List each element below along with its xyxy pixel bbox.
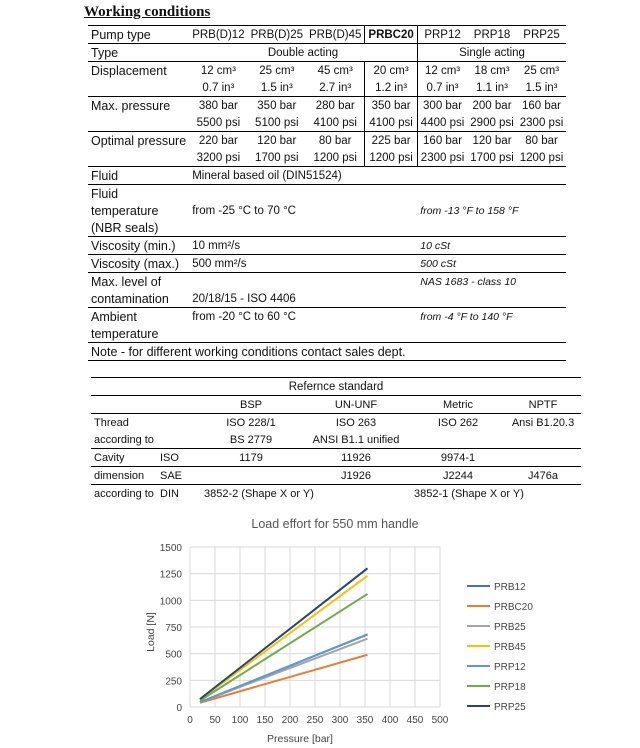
max-pressure-cell: 2900 psi bbox=[467, 114, 516, 132]
visc-max-right: 500 cSt bbox=[417, 255, 566, 273]
empty-cell bbox=[88, 79, 189, 97]
max-pressure-cell: 5100 psi bbox=[248, 114, 306, 132]
y-tick-label: 0 bbox=[176, 703, 182, 714]
pump-header: PRP18 bbox=[467, 26, 516, 44]
max-pressure-cell: 4400 psi bbox=[417, 114, 467, 132]
thread-cell: Ansi B1.20.3 bbox=[511, 416, 575, 429]
optimal-pressure-cell: 220 bar bbox=[198, 134, 238, 147]
displacement-cell: 12 cm³ bbox=[200, 64, 236, 77]
max-pressure-cell: 5500 psi bbox=[189, 114, 247, 132]
thread-cell: BS 2779 bbox=[201, 431, 301, 449]
series-line bbox=[200, 634, 368, 702]
max-pressure-cell: 4100 psi bbox=[365, 114, 417, 132]
y-tick-label: 1500 bbox=[159, 543, 182, 554]
y-axis-label: Load [N] bbox=[145, 612, 157, 652]
visc-min-left: 10 mm²/s bbox=[189, 237, 417, 255]
type-double: Double acting bbox=[189, 44, 417, 62]
max-pressure-cell: 4100 psi bbox=[306, 114, 365, 132]
displacement-cell: 25 cm³ bbox=[523, 64, 560, 77]
thread-cell: ANSI B1.1 unified bbox=[301, 431, 411, 449]
optimal-pressure-cell: 120 bar bbox=[472, 134, 512, 147]
chart-title: Load effort for 550 mm handle bbox=[251, 517, 419, 531]
thread-cell bbox=[505, 431, 581, 449]
pump-header: PRB(D)45 bbox=[306, 26, 365, 44]
max-pressure-cell: 200 bar bbox=[472, 99, 512, 112]
cavity-label: Cavity bbox=[91, 449, 157, 467]
fluid-temp-label: temperature bbox=[91, 203, 159, 218]
optimal-pressure-cell: 80 bar bbox=[318, 134, 352, 147]
legend-label: PRP25 bbox=[494, 702, 526, 713]
x-tick-label: 500 bbox=[431, 715, 449, 726]
din-left: 3852-2 (Shape X or Y) bbox=[204, 487, 314, 500]
empty-cell bbox=[157, 431, 201, 449]
ref-col-header: Metric bbox=[411, 396, 505, 414]
iso-cell bbox=[505, 449, 581, 467]
optimal-pressure-cell: 1200 psi bbox=[365, 149, 417, 167]
load-effort-chart bbox=[140, 512, 580, 744]
visc-max-label: Viscosity (max.) bbox=[88, 255, 189, 273]
pump-type-label: Pump type bbox=[88, 26, 189, 44]
pump-header: PRP25 bbox=[517, 26, 566, 44]
iso-cell: 11926 bbox=[301, 449, 411, 467]
ambient-label: Ambient bbox=[91, 309, 137, 324]
iso-label: ISO bbox=[157, 449, 201, 467]
din-right: 3852-1 (Shape X or Y) bbox=[414, 487, 524, 500]
max-pressure-cell: 300 bar bbox=[423, 99, 463, 112]
legend-label: PRP18 bbox=[494, 682, 526, 693]
type-single: Single acting bbox=[417, 44, 566, 62]
reference-standard-table bbox=[91, 377, 581, 502]
ambient-label: temperature bbox=[88, 325, 189, 343]
displacement-label: Displacement bbox=[91, 63, 167, 78]
displacement-cell: 2.7 in³ bbox=[306, 79, 365, 97]
x-tick-label: 100 bbox=[231, 715, 249, 726]
legend-label: PRP12 bbox=[494, 662, 526, 673]
empty-cell bbox=[189, 325, 566, 343]
sae-cell: J1926 bbox=[301, 467, 411, 485]
fluid-temp-label: Fluid bbox=[91, 186, 119, 201]
empty-cell bbox=[189, 273, 417, 291]
fluid-label: Fluid bbox=[88, 167, 189, 185]
empty-cell bbox=[88, 114, 189, 132]
series-line bbox=[200, 576, 368, 700]
x-tick-label: 400 bbox=[381, 715, 399, 726]
y-tick-label: 750 bbox=[165, 623, 182, 634]
displacement-cell: 1.5 in³ bbox=[517, 79, 566, 97]
contam-left: 20/18/15 - ISO 4406 bbox=[189, 290, 417, 308]
sae-label: SAE bbox=[157, 467, 201, 485]
pump-header: PRB(D)12 bbox=[189, 26, 247, 44]
cavity-label: according to bbox=[94, 487, 154, 500]
displacement-cell: 25 cm³ bbox=[259, 64, 295, 77]
optimal-pressure-label: Optimal pressure bbox=[91, 133, 187, 148]
visc-max-left: 500 mm²/s bbox=[189, 255, 417, 273]
displacement-cell: 0.7 in³ bbox=[189, 79, 247, 97]
visc-min-right: 10 cSt bbox=[417, 237, 566, 255]
displacement-cell: 12 cm³ bbox=[424, 64, 461, 77]
optimal-pressure-cell: 1200 psi bbox=[517, 149, 566, 167]
x-tick-label: 200 bbox=[281, 715, 299, 726]
ref-col-header: BSP bbox=[201, 396, 301, 414]
legend-label: PRB25 bbox=[494, 622, 526, 633]
x-tick-label: 250 bbox=[306, 715, 324, 726]
displacement-cell: 18 cm³ bbox=[474, 64, 510, 77]
y-tick-label: 1000 bbox=[159, 596, 182, 608]
empty-cell bbox=[88, 149, 189, 167]
note: Note - for different working conditions contact sales dept. bbox=[88, 343, 566, 361]
empty-cell bbox=[91, 396, 157, 414]
optimal-pressure-cell: 2300 psi bbox=[417, 149, 467, 167]
optimal-pressure-cell: 1200 psi bbox=[306, 149, 365, 167]
visc-min-label: Viscosity (min.) bbox=[88, 237, 189, 255]
type-label: Type bbox=[88, 44, 189, 62]
y-tick-label: 500 bbox=[165, 649, 182, 661]
optimal-pressure-cell: 3200 psi bbox=[189, 149, 247, 167]
max-pressure-cell: 280 bar bbox=[315, 99, 355, 112]
cavity-label: dimension bbox=[91, 467, 157, 485]
legend-label: PRB45 bbox=[494, 642, 526, 653]
empty-cell bbox=[189, 219, 566, 237]
max-pressure-cell: 380 bar bbox=[198, 99, 238, 112]
fluid-temp-label: (NBR seals) bbox=[88, 219, 189, 237]
y-tick-label: 250 bbox=[165, 676, 182, 688]
max-pressure-cell: 350 bar bbox=[365, 97, 417, 115]
x-tick-label: 0 bbox=[187, 715, 193, 726]
pump-header: PRP12 bbox=[417, 26, 467, 44]
displacement-cell: 1.5 in³ bbox=[248, 79, 306, 97]
din-label: DIN bbox=[160, 487, 179, 500]
x-tick-label: 300 bbox=[331, 715, 349, 726]
section-title: Working conditions bbox=[84, 4, 211, 20]
x-tick-label: 50 bbox=[209, 715, 221, 726]
max-pressure-cell: 350 bar bbox=[257, 99, 297, 112]
sae-cell bbox=[201, 467, 301, 485]
legend-label: PRB12 bbox=[494, 582, 526, 593]
iso-cell: 1179 bbox=[201, 449, 301, 467]
empty-cell bbox=[157, 414, 201, 432]
optimal-pressure-cell: 80 bar bbox=[525, 134, 558, 147]
thread-label: according to bbox=[91, 431, 157, 449]
ambient-right: from -4 °F to 140 °F bbox=[420, 310, 513, 323]
displacement-cell: 0.7 in³ bbox=[417, 79, 467, 97]
thread-cell bbox=[411, 431, 505, 449]
thread-cell: ISO 263 bbox=[335, 416, 377, 429]
displacement-cell: 1.1 in³ bbox=[467, 79, 516, 97]
empty-cell bbox=[157, 396, 201, 414]
fluid-value: Mineral based oil (DIN51524) bbox=[189, 167, 566, 185]
max-pressure-cell: 160 bar bbox=[522, 99, 562, 112]
contam-label: contamination bbox=[88, 290, 189, 308]
contam-label: Max. level of bbox=[91, 274, 162, 289]
working-conditions-table bbox=[88, 25, 566, 361]
ambient-left: from -20 °C to 60 °C bbox=[192, 310, 296, 323]
iso-cell: 9974-1 bbox=[411, 449, 505, 467]
legend-label: PRBC20 bbox=[494, 602, 533, 613]
x-tick-label: 350 bbox=[356, 715, 374, 726]
empty-cell bbox=[189, 185, 566, 203]
fluid-temp-celsius: from -25 °C to 70 °C bbox=[192, 204, 296, 217]
max-pressure-label: Max. pressure bbox=[91, 98, 171, 113]
sae-cell: J476a bbox=[505, 467, 581, 485]
fluid-temp-fahrenheit: from -13 °F to 158 °F bbox=[420, 204, 519, 217]
contam-right: NAS 1683 - class 10 bbox=[420, 275, 517, 288]
pump-header: PRB(D)25 bbox=[248, 26, 306, 44]
reference-title: Refernce standard bbox=[91, 378, 581, 396]
ref-col-header: NPTF bbox=[505, 396, 581, 414]
y-tick-label: 1250 bbox=[159, 569, 182, 581]
optimal-pressure-cell: 120 bar bbox=[257, 134, 297, 147]
empty-cell bbox=[417, 290, 566, 308]
thread-cell: ISO 262 bbox=[437, 416, 479, 429]
x-axis-label: Pressure [bar] bbox=[267, 733, 333, 744]
ref-col-header: UN-UNF bbox=[301, 396, 411, 414]
optimal-pressure-cell: 1700 psi bbox=[467, 149, 516, 167]
displacement-cell: 45 cm³ bbox=[317, 64, 353, 77]
thread-label: Thread bbox=[94, 416, 129, 429]
optimal-pressure-cell: 160 bar bbox=[423, 134, 463, 147]
x-tick-label: 450 bbox=[406, 715, 424, 726]
optimal-pressure-cell: 225 bar bbox=[365, 132, 417, 150]
displacement-cell: 1.2 in³ bbox=[365, 79, 417, 97]
x-tick-label: 150 bbox=[256, 715, 274, 726]
thread-cell: ISO 228/1 bbox=[226, 416, 276, 429]
displacement-cell: 20 cm³ bbox=[365, 62, 417, 80]
optimal-pressure-cell: 1700 psi bbox=[248, 149, 306, 167]
max-pressure-cell: 2300 psi bbox=[517, 114, 566, 132]
sae-cell: J2244 bbox=[411, 467, 505, 485]
pump-header: PRBC20 bbox=[365, 26, 417, 44]
